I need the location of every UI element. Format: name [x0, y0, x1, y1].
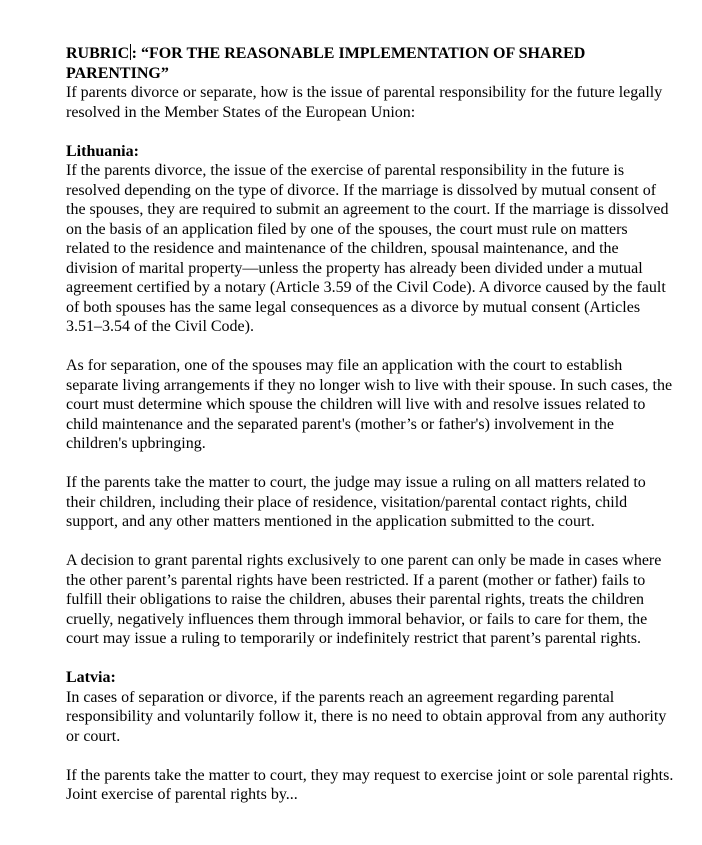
latvia-paragraph-2[interactable]: If the parents take the matter to court, they may request to exercise joint or sole parental rights. Joint exercise of parental rights by... [66, 766, 674, 803]
document-title[interactable] [66, 44, 674, 83]
lithuania-paragraph-3[interactable]: If the parents take the matter to court, the judge may issue a ruling on all matters related to their children, including their place of residence, visitation/parental contact rights, child support, and any other matters mentioned in the application submitted to the court. [66, 474, 646, 530]
lithuania-paragraph-4[interactable]: A decision to grant parental rights exclusively to one parent can only be made in cases where the other parent’s parental rights have been restricted. If a parent (mother or father) fails to fulfill their obligations to raise the children, abuses their parental rights, treats the children cruelly, negatively influences them through immoral behavior, or fails to care for them, the court may issue a ruling to temporarily or indefinitely restrict that parent’s parental rights. [66, 552, 662, 647]
lithuania-paragraph-1[interactable]: If the parents divorce, the issue of the exercise of parental responsibility in the future is resolved depending on the type of divorce. If the marriage is dissolved by mutual consent of the spouses, they are required to submit an agreement to the court. If the marriage is dissolved on the basis of an application filed by one of the spouses, the court must rule on matters related to the residence and maintenance of the children, spousal maintenance, and the division of marital property—unless the property has already been divided under a mutual agreement certified by a notary (Article 3.59 of the Civil Code). A divorce caused by the fault of both spouses has the same legal consequences as a divorce by mutual consent (Articles 3.51–3.54 of the Civil Code). [66, 162, 669, 335]
lithuania-paragraph-2[interactable]: As for separation, one of the spouses may file an application with the court to establish separate living arrangements if they no longer wish to live with their spouse. In such cases, the court must determine which spouse the children will live with and resolve issues related to child maintenance and the separated parent's (mother’s or father's) involvement in the children's upbringing. [66, 357, 673, 452]
document-title-pre-cursor: RUBRIC [66, 45, 130, 62]
latvia-paragraph-1[interactable]: In cases of separation or divorce, if the parents reach an agreement regarding parental responsibility and voluntarily follow it, there is no need to obtain approval from any authority or court. [66, 688, 667, 745]
section-heading-lithuania[interactable]: Lithuania: [66, 142, 139, 160]
document-title-post-cursor: : “FOR THE REASONABLE IMPLEMENTATION OF SHARED PARENTING” [66, 45, 586, 82]
intro-paragraph[interactable]: If parents divorce or separate, how is the issue of parental responsibility for the future legally resolved in the Member States of the European Union: [66, 84, 663, 121]
document-content [66, 44, 674, 805]
section-heading-latvia[interactable]: Latvia: [66, 669, 116, 686]
